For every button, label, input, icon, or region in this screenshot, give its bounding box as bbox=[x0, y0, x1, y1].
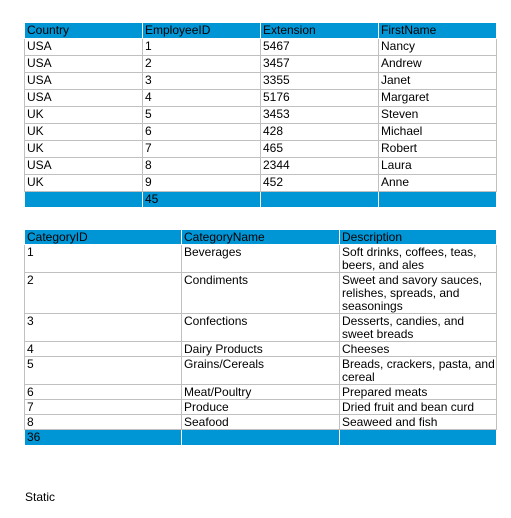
table-footer-row-cell bbox=[340, 430, 497, 446]
table-row bbox=[25, 342, 497, 357]
table-header-row-cell: EmployeeID bbox=[143, 23, 261, 39]
table-row-cell: Desserts, candies, and sweet breads bbox=[340, 314, 497, 342]
table-row-cell: Confections bbox=[182, 314, 340, 342]
table-row bbox=[25, 56, 497, 73]
table-row-cell: Soft drinks, coffees, teas, beers, and ales bbox=[340, 245, 497, 273]
table-row-cell: Meat/Poultry bbox=[182, 385, 340, 400]
table-row-cell: Grains/Cereals bbox=[182, 357, 340, 385]
table-footer-row bbox=[25, 430, 497, 446]
table-header-row-cell: Description bbox=[340, 230, 497, 245]
table-row bbox=[25, 39, 497, 56]
table-footer-row-cell bbox=[379, 192, 497, 208]
table-row-cell: 6 bbox=[143, 124, 261, 141]
categories-table bbox=[24, 229, 497, 446]
table-row-cell: Laura bbox=[379, 158, 497, 175]
table-row-cell: 4 bbox=[143, 90, 261, 107]
table-footer-row-cell bbox=[25, 192, 143, 208]
table-row-cell: Robert bbox=[379, 141, 497, 158]
table-header-row-cell: FirstName bbox=[379, 23, 497, 39]
table-row bbox=[25, 158, 497, 175]
table-row bbox=[25, 124, 497, 141]
table-row-cell: 452 bbox=[261, 175, 379, 192]
table-header-row bbox=[25, 23, 497, 39]
static-label: Static bbox=[25, 490, 56, 504]
employees-table bbox=[24, 22, 497, 208]
table-row-cell: 5 bbox=[25, 357, 182, 385]
table-footer-row-cell bbox=[261, 192, 379, 208]
table-row-cell: Cheeses bbox=[340, 342, 497, 357]
table-row-cell: Nancy bbox=[379, 39, 497, 56]
table-row bbox=[25, 273, 497, 314]
table-row-cell: Michael bbox=[379, 124, 497, 141]
table-row-cell: 5 bbox=[143, 107, 261, 124]
table-row bbox=[25, 107, 497, 124]
table-row-cell: UK bbox=[25, 141, 143, 158]
table-header-row-cell: CategoryID bbox=[25, 230, 182, 245]
table-row-cell: 9 bbox=[143, 175, 261, 192]
table-row-cell: 3453 bbox=[261, 107, 379, 124]
table-row bbox=[25, 385, 497, 400]
table-row bbox=[25, 73, 497, 90]
table-row-cell: Prepared meats bbox=[340, 385, 497, 400]
table-header-row-cell: Country bbox=[25, 23, 143, 39]
table-row-cell: Seaweed and fish bbox=[340, 415, 497, 430]
table-row-cell: 1 bbox=[25, 245, 182, 273]
table-footer-row-cell bbox=[182, 430, 340, 446]
table-row bbox=[25, 141, 497, 158]
table-row-cell: Breads, crackers, pasta, and cereal bbox=[340, 357, 497, 385]
table-row-cell: USA bbox=[25, 39, 143, 56]
table-row-cell: Anne bbox=[379, 175, 497, 192]
categories-table-body bbox=[25, 230, 497, 446]
table-row-cell: Andrew bbox=[379, 56, 497, 73]
table-header-row bbox=[25, 230, 497, 245]
table-row-cell: Dairy Products bbox=[182, 342, 340, 357]
table-row-cell: 8 bbox=[25, 415, 182, 430]
table-row-cell: 2 bbox=[25, 273, 182, 314]
table-row-cell: UK bbox=[25, 175, 143, 192]
table-row bbox=[25, 357, 497, 385]
table-row bbox=[25, 415, 497, 430]
table-row-cell: 3457 bbox=[261, 56, 379, 73]
table-row-cell: USA bbox=[25, 158, 143, 175]
table-row-cell: 7 bbox=[143, 141, 261, 158]
employees-table-body bbox=[25, 23, 497, 208]
table-row-cell: 1 bbox=[143, 39, 261, 56]
table-row-cell: 3 bbox=[143, 73, 261, 90]
table-row-cell: USA bbox=[25, 56, 143, 73]
table-row-cell: 8 bbox=[143, 158, 261, 175]
table-row-cell: Produce bbox=[182, 400, 340, 415]
table-row bbox=[25, 400, 497, 415]
table-row-cell: 7 bbox=[25, 400, 182, 415]
table-footer-row-cell: 36 bbox=[25, 430, 182, 446]
table-row-cell: USA bbox=[25, 90, 143, 107]
table-row bbox=[25, 245, 497, 273]
table-row-cell: Sweet and savory sauces, relishes, spreads, and seasonings bbox=[340, 273, 497, 314]
table-row-cell: 2 bbox=[143, 56, 261, 73]
table-row-cell: 3 bbox=[25, 314, 182, 342]
table-row-cell: 3355 bbox=[261, 73, 379, 90]
table-row-cell: USA bbox=[25, 73, 143, 90]
table-row-cell: 465 bbox=[261, 141, 379, 158]
table-row-cell: Beverages bbox=[182, 245, 340, 273]
table-row-cell: 4 bbox=[25, 342, 182, 357]
table-row bbox=[25, 90, 497, 107]
table-row-cell: Dried fruit and bean curd bbox=[340, 400, 497, 415]
table-row bbox=[25, 314, 497, 342]
table-row-cell: 5176 bbox=[261, 90, 379, 107]
table-row-cell: 2344 bbox=[261, 158, 379, 175]
table-footer-row bbox=[25, 192, 497, 208]
table-row-cell: Seafood bbox=[182, 415, 340, 430]
table-row-cell: 5467 bbox=[261, 39, 379, 56]
table-row-cell: Steven bbox=[379, 107, 497, 124]
table-row-cell: Margaret bbox=[379, 90, 497, 107]
table-row-cell: 6 bbox=[25, 385, 182, 400]
table-row-cell: UK bbox=[25, 124, 143, 141]
table-row-cell: 428 bbox=[261, 124, 379, 141]
table-header-row-cell: Extension bbox=[261, 23, 379, 39]
table-row-cell: UK bbox=[25, 107, 143, 124]
table-row-cell: Janet bbox=[379, 73, 497, 90]
table-footer-row-cell: 45 bbox=[143, 192, 261, 208]
table-row bbox=[25, 175, 497, 192]
table-header-row-cell: CategoryName bbox=[182, 230, 340, 245]
table-row-cell: Condiments bbox=[182, 273, 340, 314]
